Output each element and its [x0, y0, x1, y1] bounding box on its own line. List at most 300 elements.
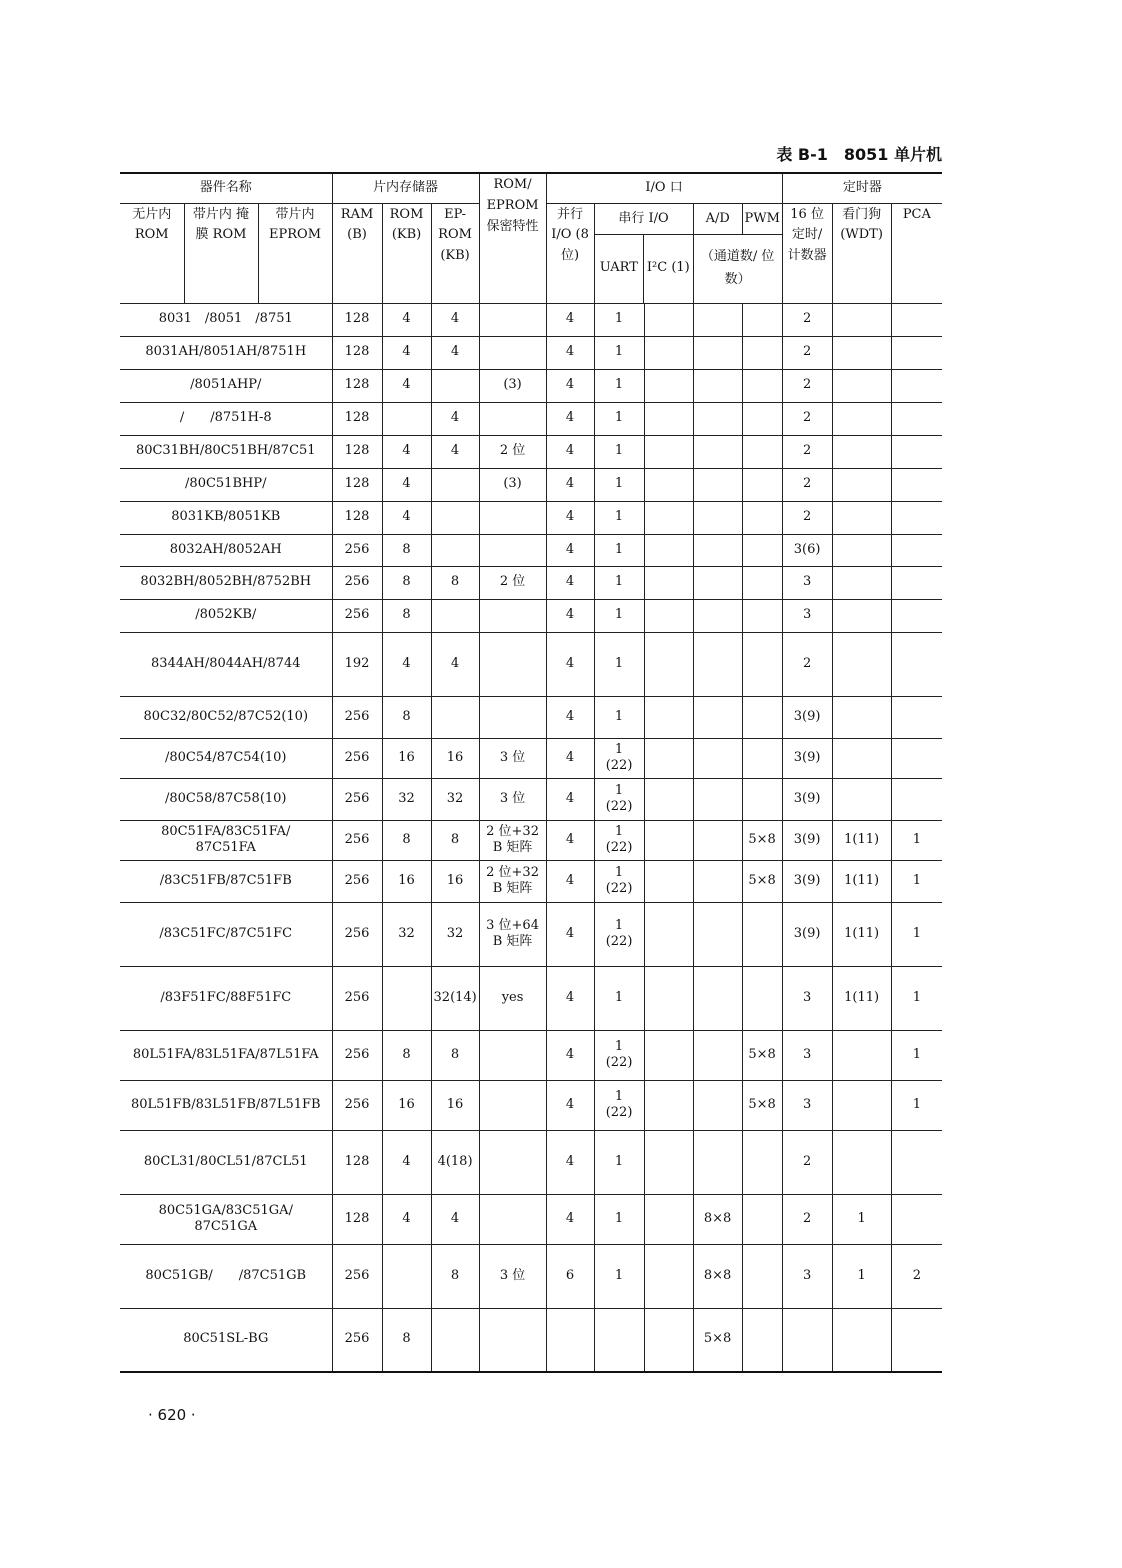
timer16-cell: 2 [782, 402, 832, 435]
header-i2c: I²C (1) [646, 260, 690, 276]
eprom-cell [431, 696, 479, 738]
header-eprom-kb: EP- ROM (KB) [431, 203, 479, 303]
timer16-cell: 3(6) [782, 534, 832, 566]
rom-cell: 8 [382, 1308, 431, 1372]
pwm-cell [742, 778, 782, 820]
ad-cell [693, 696, 742, 738]
timer16-cell: 3(9) [782, 696, 832, 738]
ad-cell [693, 632, 742, 696]
pwm-cell [742, 1308, 782, 1372]
pca-cell [891, 534, 942, 566]
pwm-cell [742, 738, 782, 778]
pwm-cell [742, 1130, 782, 1194]
pca-cell [891, 738, 942, 778]
ram-cell: 256 [332, 1244, 382, 1308]
pwm-cell [742, 599, 782, 632]
eprom-cell: 16 [431, 1080, 479, 1130]
i2c-cell [644, 902, 693, 966]
pwm-cell [742, 902, 782, 966]
security-cell: 2 位+32 B 矩阵 [479, 820, 546, 860]
rom-cell: 32 [382, 778, 431, 820]
wdt-cell [832, 534, 891, 566]
ad-cell [693, 1030, 742, 1080]
security-cell: 2 位 [479, 566, 546, 599]
ad-cell: 8×8 [693, 1244, 742, 1308]
timer16-cell: 2 [782, 303, 832, 336]
ram-cell: 128 [332, 369, 382, 402]
security-cell [479, 534, 546, 566]
i2c-cell [644, 966, 693, 1030]
eprom-cell: 32(14) [431, 966, 479, 1030]
i2c-cell [644, 1194, 693, 1244]
uart-cell: 1 [594, 696, 644, 738]
pwm-cell: 5×8 [742, 1030, 782, 1080]
uart-cell: 1 [594, 632, 644, 696]
device-name-cell: 80C32/80C52/87C52(10) [120, 696, 332, 738]
header-serial-io-group [594, 203, 693, 303]
ram-cell: 256 [332, 599, 382, 632]
timer16-cell: 2 [782, 632, 832, 696]
pwm-cell [742, 1244, 782, 1308]
rom-cell: 4 [382, 369, 431, 402]
uart-cell [594, 1308, 644, 1372]
ad-cell [693, 336, 742, 369]
parallel-io-cell: 4 [546, 738, 594, 778]
ad-cell [693, 902, 742, 966]
header-wdt: 看门狗 (WDT) [832, 203, 891, 303]
pca-cell [891, 435, 942, 468]
wdt-cell: 1(11) [832, 902, 891, 966]
ad-cell: 5×8 [693, 1308, 742, 1372]
wdt-cell [832, 778, 891, 820]
uart-cell: 1 (22) [594, 860, 644, 902]
ad-cell [693, 369, 742, 402]
ad-cell [693, 599, 742, 632]
i2c-cell [644, 501, 693, 534]
security-cell: 2 位+32 B 矩阵 [479, 860, 546, 902]
header-eprom-security: EPROM 保密特性 [486, 197, 539, 234]
security-cell [479, 1194, 546, 1244]
eprom-cell: 4 [431, 303, 479, 336]
table-row [120, 778, 942, 820]
ram-cell: 256 [332, 534, 382, 566]
i2c-cell [644, 402, 693, 435]
ad-cell [693, 738, 742, 778]
security-cell [479, 303, 546, 336]
uart-cell: 1 [594, 599, 644, 632]
timer16-cell: 3 [782, 566, 832, 599]
device-table [120, 172, 942, 1373]
eprom-cell [431, 501, 479, 534]
table-row [120, 599, 942, 632]
rom-cell: 4 [382, 468, 431, 501]
timer16-cell: 3(9) [782, 902, 832, 966]
table-row [120, 534, 942, 566]
header-timer16: 16 位 定时/ 计数器 [782, 203, 832, 303]
header-rom-kb: ROM (KB) [382, 203, 431, 303]
device-name-cell: 8032BH/8052BH/8752BH [120, 566, 332, 599]
ad-cell [693, 820, 742, 860]
pwm-cell [742, 966, 782, 1030]
uart-cell: 1 [594, 534, 644, 566]
pwm-cell: 5×8 [742, 820, 782, 860]
wdt-cell: 1 [832, 1194, 891, 1244]
table-row [120, 738, 942, 778]
ram-cell: 128 [332, 336, 382, 369]
i2c-cell [644, 696, 693, 738]
eprom-cell [431, 534, 479, 566]
ram-cell: 256 [332, 1308, 382, 1372]
device-name-cell: 8032AH/8052AH [120, 534, 332, 566]
rom-cell: 16 [382, 860, 431, 902]
i2c-cell [644, 1308, 693, 1372]
wdt-cell [832, 1030, 891, 1080]
wdt-cell: 1(11) [832, 820, 891, 860]
parallel-io-cell: 4 [546, 468, 594, 501]
device-name-cell: 8344AH/8044AH/8744 [120, 632, 332, 696]
wdt-cell [832, 303, 891, 336]
rom-cell: 4 [382, 303, 431, 336]
uart-cell: 1 [594, 1130, 644, 1194]
pca-cell: 1 [891, 966, 942, 1030]
ad-cell [693, 402, 742, 435]
uart-cell: 1 [594, 369, 644, 402]
uart-cell: 1 (22) [594, 820, 644, 860]
security-cell [479, 696, 546, 738]
device-name-cell: 80L51FB/83L51FB/87L51FB [120, 1080, 332, 1130]
ram-cell: 128 [332, 1130, 382, 1194]
eprom-cell [431, 1308, 479, 1372]
eprom-cell [431, 468, 479, 501]
i2c-cell [644, 534, 693, 566]
security-cell [479, 402, 546, 435]
eprom-cell: 4 [431, 336, 479, 369]
pca-cell [891, 696, 942, 738]
pca-cell [891, 303, 942, 336]
parallel-io-cell: 4 [546, 336, 594, 369]
rom-cell: 8 [382, 820, 431, 860]
security-cell: 3 位+64 B 矩阵 [479, 902, 546, 966]
ram-cell: 256 [332, 1080, 382, 1130]
uart-cell: 1 (22) [594, 778, 644, 820]
parallel-io-cell: 4 [546, 369, 594, 402]
pwm-cell [742, 696, 782, 738]
table-row [120, 303, 942, 336]
parallel-io-cell: 4 [546, 1080, 594, 1130]
rom-cell: 16 [382, 738, 431, 778]
parallel-io-cell: 4 [546, 1194, 594, 1244]
i2c-cell [644, 468, 693, 501]
ram-cell: 256 [332, 696, 382, 738]
eprom-cell: 4(18) [431, 1130, 479, 1194]
pwm-cell [742, 303, 782, 336]
ad-cell [693, 534, 742, 566]
header-onchip-memory: 片内存储器 [332, 173, 479, 203]
security-cell [479, 1130, 546, 1194]
pwm-cell: 5×8 [742, 1080, 782, 1130]
security-cell [479, 336, 546, 369]
timer16-cell: 3(9) [782, 738, 832, 778]
eprom-cell [431, 369, 479, 402]
eprom-cell: 16 [431, 738, 479, 778]
table-row [120, 966, 942, 1030]
device-name-cell: /8051AHP/ [120, 369, 332, 402]
pwm-cell [742, 468, 782, 501]
pca-cell: 1 [891, 860, 942, 902]
ram-cell: 256 [332, 966, 382, 1030]
rom-cell [382, 966, 431, 1030]
uart-cell: 1 [594, 1194, 644, 1244]
ad-cell [693, 501, 742, 534]
parallel-io-cell: 4 [546, 501, 594, 534]
wdt-cell: 1 [832, 1244, 891, 1308]
pca-cell: 1 [891, 1030, 942, 1080]
rom-cell: 4 [382, 1130, 431, 1194]
device-name-cell: 80L51FA/83L51FA/87L51FA [120, 1030, 332, 1080]
wdt-cell [832, 696, 891, 738]
parallel-io-cell: 4 [546, 778, 594, 820]
pwm-cell: 5×8 [742, 860, 782, 902]
device-name-cell: 80C51GB/ /87C51GB [120, 1244, 332, 1308]
security-cell: (3) [479, 468, 546, 501]
pca-cell [891, 336, 942, 369]
wdt-cell [832, 402, 891, 435]
uart-cell: 1 [594, 1244, 644, 1308]
ad-cell [693, 778, 742, 820]
header-serial-io: 串行 I/O [595, 204, 693, 235]
timer16-cell: 3(9) [782, 820, 832, 860]
pca-cell [891, 566, 942, 599]
header-pwm: PWM [744, 210, 780, 226]
uart-cell: 1 [594, 566, 644, 599]
security-cell [479, 1308, 546, 1372]
device-name-cell: 80C51SL-BG [120, 1308, 332, 1372]
table-caption: 表 B-1 8051 单片机 [776, 145, 942, 164]
ram-cell: 256 [332, 820, 382, 860]
eprom-cell: 32 [431, 902, 479, 966]
ram-cell: 128 [332, 435, 382, 468]
pca-cell [891, 501, 942, 534]
pwm-cell [742, 402, 782, 435]
header-mask-rom: 带片内 掩膜 ROM [184, 203, 258, 303]
parallel-io-cell: 4 [546, 632, 594, 696]
security-cell [479, 599, 546, 632]
timer16-cell: 3 [782, 1080, 832, 1130]
timer16-cell: 2 [782, 435, 832, 468]
i2c-cell [644, 566, 693, 599]
wdt-cell [832, 738, 891, 778]
timer16-cell: 3(9) [782, 778, 832, 820]
wdt-cell [832, 632, 891, 696]
timer16-cell: 2 [782, 468, 832, 501]
device-name-cell: /8052KB/ [120, 599, 332, 632]
wdt-cell [832, 599, 891, 632]
pwm-cell [742, 369, 782, 402]
wdt-cell [832, 566, 891, 599]
wdt-cell [832, 501, 891, 534]
eprom-cell: 4 [431, 1194, 479, 1244]
timer16-cell: 2 [782, 1130, 832, 1194]
i2c-cell [644, 599, 693, 632]
i2c-cell [644, 632, 693, 696]
wdt-cell [832, 1080, 891, 1130]
ram-cell: 256 [332, 778, 382, 820]
ad-cell [693, 566, 742, 599]
ram-cell: 256 [332, 566, 382, 599]
parallel-io-cell: 4 [546, 902, 594, 966]
rom-cell: 8 [382, 534, 431, 566]
eprom-cell: 4 [431, 435, 479, 468]
parallel-io-cell: 4 [546, 820, 594, 860]
header-pca: PCA [891, 203, 942, 303]
header-ad: A/D [694, 204, 743, 234]
header-rom-eprom: ROM/ [493, 177, 532, 192]
device-name-cell: /83C51FB/87C51FB [120, 860, 332, 902]
pca-cell: 2 [891, 1244, 942, 1308]
timer16-cell: 2 [782, 369, 832, 402]
i2c-cell [644, 1130, 693, 1194]
ram-cell: 256 [332, 860, 382, 902]
parallel-io-cell: 4 [546, 566, 594, 599]
ad-cell [693, 1130, 742, 1194]
device-name-cell: /83F51FC/88F51FC [120, 966, 332, 1030]
pca-cell: 1 [891, 1080, 942, 1130]
header-channel-bits: （通道数/ 位数） [700, 249, 775, 287]
timer16-cell: 2 [782, 336, 832, 369]
header-ad-pwm-group [693, 203, 782, 303]
parallel-io-cell: 6 [546, 1244, 594, 1308]
ram-cell: 256 [332, 738, 382, 778]
rom-cell: 4 [382, 632, 431, 696]
rom-cell: 4 [382, 501, 431, 534]
i2c-cell [644, 778, 693, 820]
timer16-cell: 3 [782, 966, 832, 1030]
table-body [120, 303, 942, 1372]
table-row [120, 902, 942, 966]
table-row [120, 1194, 942, 1244]
header-parallel-io: 并行 I/O (8 位) [546, 203, 594, 303]
timer16-cell: 3 [782, 1244, 832, 1308]
header-ram: RAM (B) [332, 203, 382, 303]
pwm-cell [742, 534, 782, 566]
i2c-cell [644, 435, 693, 468]
eprom-cell: 8 [431, 1244, 479, 1308]
rom-cell: 8 [382, 566, 431, 599]
ad-cell: 8×8 [693, 1194, 742, 1244]
parallel-io-cell: 4 [546, 303, 594, 336]
header-timer: 定时器 [782, 173, 942, 203]
security-cell: 3 位 [479, 738, 546, 778]
ad-cell [693, 860, 742, 902]
table-row [120, 369, 942, 402]
device-name-cell: 80C31BH/80C51BH/87C51 [120, 435, 332, 468]
wdt-cell [832, 435, 891, 468]
device-name-cell: 8031KB/8051KB [120, 501, 332, 534]
ram-cell: 128 [332, 501, 382, 534]
table-row [120, 402, 942, 435]
uart-cell: 1 (22) [594, 1030, 644, 1080]
table-row [120, 696, 942, 738]
security-cell [479, 632, 546, 696]
ram-cell: 256 [332, 1030, 382, 1080]
page-number: · 620 · [148, 1406, 196, 1424]
table-row [120, 566, 942, 599]
eprom-cell: 4 [431, 402, 479, 435]
pca-cell: 1 [891, 902, 942, 966]
ad-cell [693, 1080, 742, 1130]
timer16-cell: 3 [782, 599, 832, 632]
security-cell: 2 位 [479, 435, 546, 468]
eprom-cell: 16 [431, 860, 479, 902]
pca-cell [891, 1130, 942, 1194]
pca-cell [891, 369, 942, 402]
i2c-cell [644, 369, 693, 402]
device-name-cell: /80C58/87C58(10) [120, 778, 332, 820]
parallel-io-cell: 4 [546, 966, 594, 1030]
wdt-cell: 1(11) [832, 966, 891, 1030]
table-row [120, 1080, 942, 1130]
uart-cell: 1 (22) [594, 738, 644, 778]
parallel-io-cell: 4 [546, 1030, 594, 1080]
pwm-cell [742, 1194, 782, 1244]
i2c-cell [644, 1030, 693, 1080]
i2c-cell [644, 336, 693, 369]
device-name-cell: 8031 /8051 /8751 [120, 303, 332, 336]
header-rom-eprom-security [479, 173, 546, 303]
eprom-cell: 32 [431, 778, 479, 820]
i2c-cell [644, 1080, 693, 1130]
i2c-cell [644, 860, 693, 902]
table-row [120, 1308, 942, 1372]
parallel-io-cell: 4 [546, 1130, 594, 1194]
ram-cell: 192 [332, 632, 382, 696]
device-name-cell: 80CL31/80CL51/87CL51 [120, 1130, 332, 1194]
header-with-eprom: 带片内 EPROM [258, 203, 332, 303]
pca-cell [891, 402, 942, 435]
timer16-cell: 3(9) [782, 860, 832, 902]
device-name-cell: 80C51GA/83C51GA/ 87C51GA [120, 1194, 332, 1244]
eprom-cell: 8 [431, 566, 479, 599]
rom-cell: 8 [382, 599, 431, 632]
pwm-cell [742, 632, 782, 696]
table-row [120, 1244, 942, 1308]
uart-cell: 1 [594, 966, 644, 1030]
eprom-cell [431, 599, 479, 632]
uart-cell: 1 (22) [594, 1080, 644, 1130]
wdt-cell [832, 369, 891, 402]
rom-cell: 4 [382, 435, 431, 468]
security-cell: (3) [479, 369, 546, 402]
i2c-cell [644, 303, 693, 336]
pca-cell [891, 468, 942, 501]
timer16-cell: 3 [782, 1030, 832, 1080]
rom-cell: 8 [382, 1030, 431, 1080]
pwm-cell [742, 336, 782, 369]
parallel-io-cell: 4 [546, 696, 594, 738]
wdt-cell: 1(11) [832, 860, 891, 902]
uart-cell: 1 [594, 468, 644, 501]
ram-cell: 128 [332, 402, 382, 435]
device-name-cell: /83C51FC/87C51FC [120, 902, 332, 966]
table-row [120, 820, 942, 860]
device-name-cell: 80C51FA/83C51FA/ 87C51FA [120, 820, 332, 860]
pca-cell [891, 1194, 942, 1244]
ram-cell: 128 [332, 1194, 382, 1244]
parallel-io-cell: 4 [546, 402, 594, 435]
i2c-cell [644, 820, 693, 860]
table-row [120, 468, 942, 501]
header-no-rom: 无片内 ROM [120, 203, 184, 303]
